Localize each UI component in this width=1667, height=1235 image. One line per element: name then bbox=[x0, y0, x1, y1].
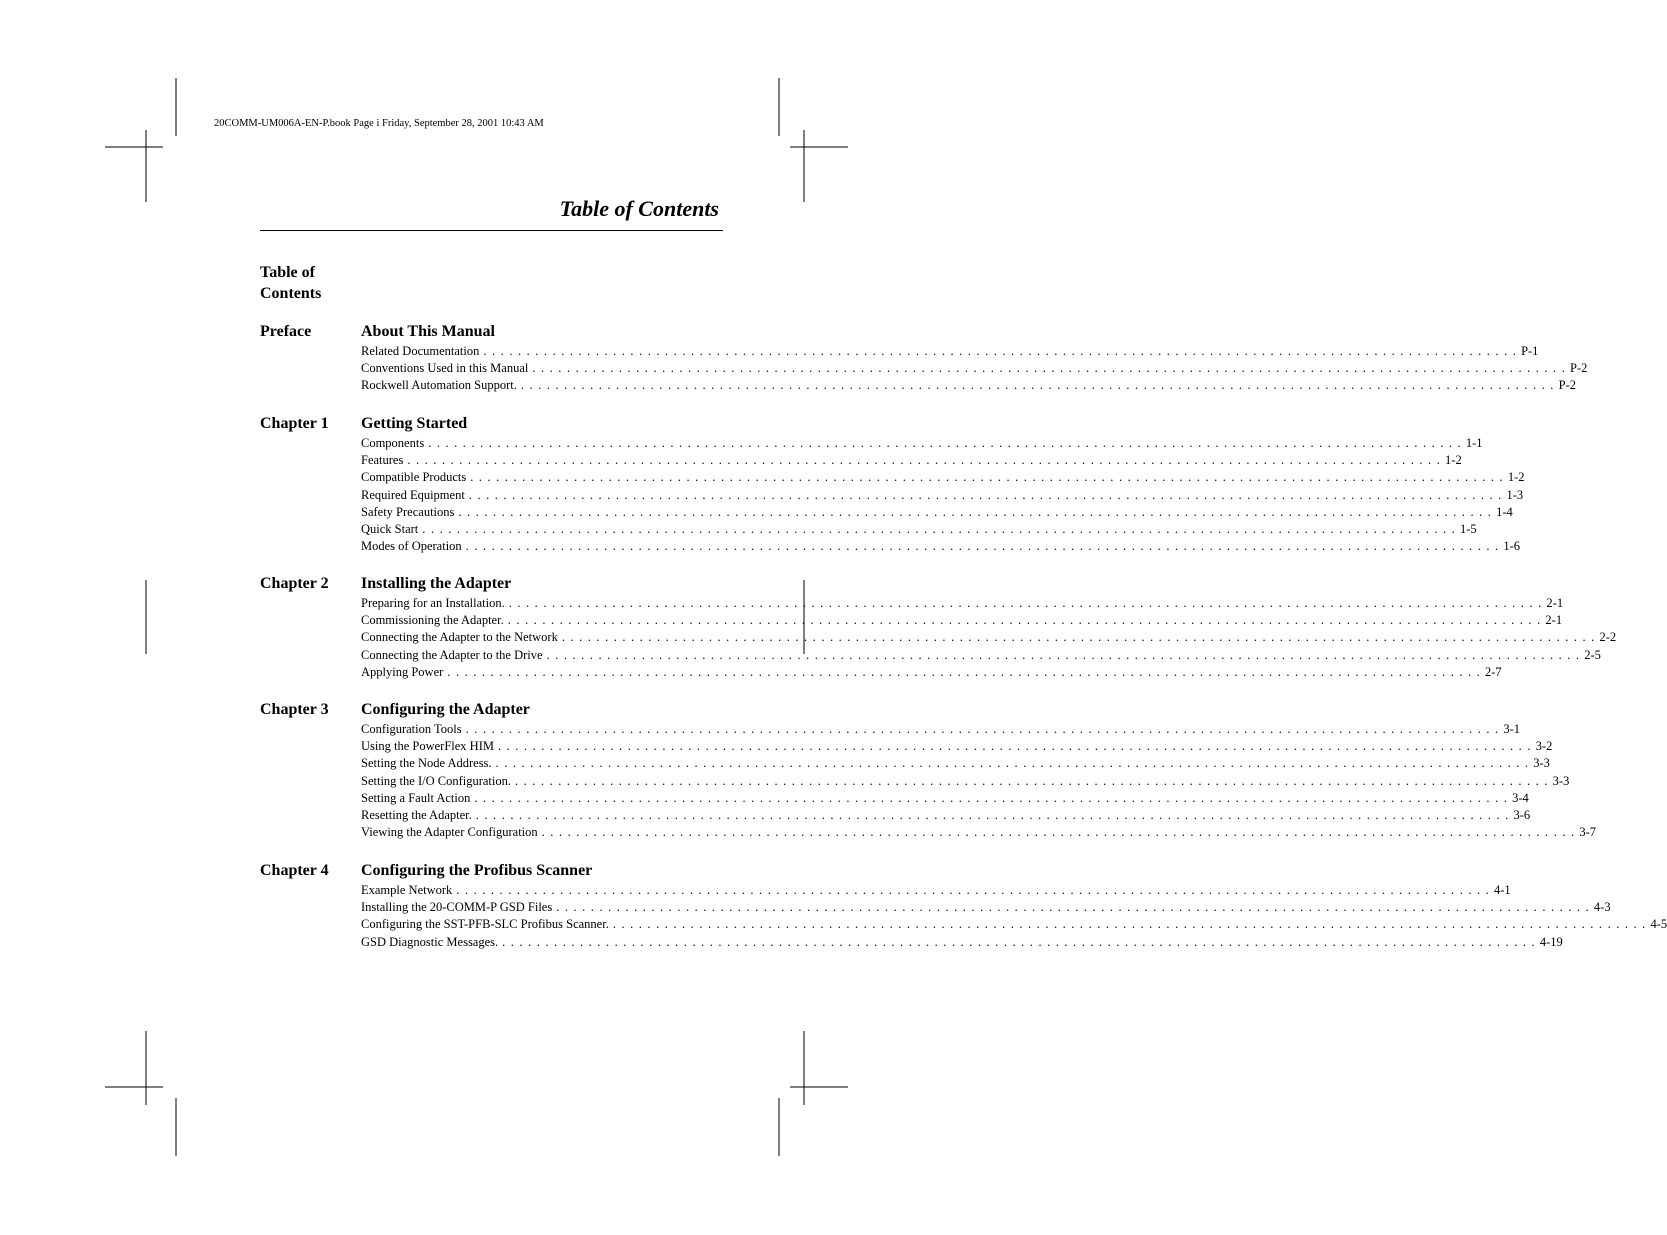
entry-text: Features bbox=[361, 453, 404, 468]
entry-text: Example Network bbox=[361, 883, 453, 897]
entry-page: 1-3 bbox=[1506, 487, 1524, 502]
section-label: Chapter 4 bbox=[260, 862, 329, 879]
toc-entry[interactable] bbox=[361, 807, 1531, 825]
dot-leader: . . . . . . . . . . . . . . . . . . . . . . . . . . . . . . . . . . . . . . . . . . . . . . . . . . . . . . . . . . . . . . . . . . . . . . . . . . . . . . . . . . . . . . . . . . . . . . . . . . . . . . . . . . . . . . . . . . . . . . . . bbox=[407, 453, 1442, 468]
toc-entry[interactable] bbox=[361, 664, 1502, 682]
entry-text: Configuration Tools bbox=[361, 722, 462, 736]
dot-leader: . . . . . . . . . . . . . . . . . . . . . . . . . . . . . . . . . . . . . . . . . . . . . . . . . . . . . . . . . . . . . . . . . . . . . . . . . . . . . . . . . . . . . . . . . . . . . . . . . . . . . . . . . . . . . . . . . . . . . . . . bbox=[422, 521, 1456, 536]
entry-page: P-1 bbox=[1521, 344, 1539, 358]
entry-page: 1-2 bbox=[1445, 453, 1462, 468]
dot-leader: . . . . . . . . . . . . . . . . . . . . . . . . . . . . . . . . . . . . . . . . . . . . . . . . . . . . . . . . . . . . . . . . . . . . . . . . . . . . . . . . . . . . . . . . . . . . . . . . . . . . . . . . . . . . . . . . . . . . . . . . bbox=[456, 883, 1490, 897]
entry-text: Setting the I/O Configuration. bbox=[361, 773, 511, 788]
toc-entry[interactable] bbox=[361, 521, 1477, 539]
section-entries bbox=[361, 344, 1588, 396]
toc-entry[interactable] bbox=[361, 739, 1553, 756]
dot-leader: . . . . . . . . . . . . . . . . . . . . . . . . . . . . . . . . . . . . . . . . . . . . . . . . . . . . . . . . . . . . . . . . . . . . . . . . . . . . . . . . . . . . . . . . . . . . . . . . . . . . . . . . . . . . . . . . . . . . . . . . bbox=[428, 436, 1462, 450]
toc-entry[interactable] bbox=[361, 487, 1524, 505]
entry-page: P-2 bbox=[1570, 361, 1588, 376]
entry-page: 2-1 bbox=[1546, 596, 1564, 610]
entry-page: 1-4 bbox=[1496, 504, 1513, 519]
entry-text: Preparing for an Installation. bbox=[361, 596, 505, 610]
dot-leader: . . . . . . . . . . . . . . . . . . . . . . . . . . . . . . . . . . . . . . . . . . . . . . . . . . . . . . . . . . . . . . . . . . . . . . . . . . . . . . . . . . . . . . . . . . . . . . . . . . . . . . . . . . . . . . . . . . . . . . . . bbox=[458, 504, 1493, 519]
dot-leader: . . . . . . . . . . . . . . . . . . . . . . . . . . . . . . . . . . . . . . . . . . . . . . . . . . . . . . . . . . . . . . . . . . . . . . . . . . . . . . . . . . . . . . . . . . . . . . . . . . . . . . . . . . . . . . . . . . . . . . . . bbox=[465, 539, 1500, 554]
toc-heading-line2: Contents bbox=[260, 285, 322, 302]
entry-page: 4-5 bbox=[1650, 917, 1667, 932]
page-title: Table of Contents bbox=[559, 196, 719, 221]
dot-leader: . . . . . . . . . . . . . . . . . . . . . . . . . . . . . . . . . . . . . . . . . . . . . . . . . . . . . . . . . . . . . . . . . . . . . . . . . . . . . . . . . . . . . . . . . . . . . . . . . . . . . . . . . . . . . . . . . . . . . . . . bbox=[502, 934, 1536, 949]
dot-leader: . . . . . . . . . . . . . . . . . . . . . . . . . . . . . . . . . . . . . . . . . . . . . . . . . . . . . . . . . . . . . . . . . . . . . . . . . . . . . . . . . . . . . . . . . . . . . . . . . . . . . . . . . . . . . . . . . . . . . . . . bbox=[561, 630, 1596, 645]
dot-leader: . . . . . . . . . . . . . . . . . . . . . . . . . . . . . . . . . . . . . . . . . . . . . . . . . . . . . . . . . . . . . . . . . . . . . . . . . . . . . . . . . . . . . . . . . . . . . . . . . . . . . . . . . . . . . . . . . . . . . . . . bbox=[474, 790, 1509, 805]
title-rule bbox=[260, 230, 723, 231]
dot-leader: . . . . . . . . . . . . . . . . . . . . . . . . . . . . . . . . . . . . . . . . . . . . . . . . . . . . . . . . . . . . . . . . . . . . . . . . . . . . . . . . . . . . . . . . . . . . . . . . . . . . . . . . . . . . . . . . . . . . . . . . bbox=[470, 470, 1504, 485]
entry-page: 1-5 bbox=[1459, 521, 1477, 536]
section-label: Chapter 3 bbox=[260, 701, 329, 718]
dot-leader: . . . . . . . . . . . . . . . . . . . . . . . . . . . . . . . . . . . . . . . . . . . . . . . . . . . . . . . . . . . . . . . . . . . . . . . . . . . . . . . . . . . . . . . . . . . . . . . . . . . . . . . . . . . . . . . . . . . . . . . . bbox=[541, 825, 1576, 840]
section-title[interactable]: Configuring the Adapter bbox=[361, 701, 530, 718]
toc-entry[interactable] bbox=[361, 344, 1539, 361]
toc-entry[interactable] bbox=[361, 883, 1511, 900]
entry-page: 3-4 bbox=[1512, 790, 1529, 805]
toc-entry[interactable] bbox=[361, 470, 1525, 487]
toc-entry[interactable] bbox=[361, 756, 1550, 773]
entry-text: Setting the Node Address. bbox=[361, 756, 492, 771]
section-title[interactable]: Installing the Adapter bbox=[361, 575, 512, 592]
section-label: Preface bbox=[260, 323, 312, 340]
toc-entry[interactable] bbox=[361, 934, 1563, 952]
toc-entry[interactable] bbox=[361, 378, 1576, 395]
toc-entry[interactable] bbox=[361, 722, 1520, 739]
entry-text: Modes of Operation bbox=[361, 539, 462, 554]
entry-page: 4-3 bbox=[1593, 900, 1611, 915]
entry-text: Applying Power bbox=[361, 664, 444, 679]
entry-page: 2-5 bbox=[1584, 647, 1601, 662]
entry-page: 2-1 bbox=[1545, 613, 1563, 628]
section-title[interactable]: Getting Started bbox=[361, 415, 468, 432]
entry-page: 1-2 bbox=[1507, 470, 1525, 485]
entry-text: Related Documentation bbox=[361, 344, 480, 358]
section-label: Chapter 2 bbox=[260, 575, 329, 592]
entry-text: Conventions Used in this Manual bbox=[361, 361, 529, 376]
toc-entry[interactable] bbox=[361, 453, 1462, 470]
toc-entry[interactable] bbox=[361, 613, 1563, 630]
section-entries bbox=[361, 883, 1667, 952]
entry-page: 4-1 bbox=[1493, 883, 1511, 897]
print-slug: 20COMM-UM006A-EN-P.book Page i Friday, September 28, 2001 10:43 AM bbox=[214, 118, 544, 129]
dot-leader: . . . . . . . . . . . . . . . . . . . . . . . . . . . . . . . . . . . . . . . . . . . . . . . . . . . . . . . . . . . . . . . . . . . . . . . . . . . . . . . . . . . . . . . . . . . . . . . . . . . . . . . . . . . . . . . . . . . . . . . . bbox=[468, 487, 1503, 502]
dot-leader: . . . . . . . . . . . . . . . . . . . . . . . . . . . . . . . . . . . . . . . . . . . . . . . . . . . . . . . . . . . . . . . . . . . . . . . . . . . . . . . . . . . . . . . . . . . . . . . . . . . . . . . . . . . . . . . . . . . . . . . . bbox=[447, 664, 1481, 679]
toc-entry[interactable] bbox=[361, 900, 1611, 917]
entry-text: Using the PowerFlex HIM bbox=[361, 739, 494, 754]
section-entries bbox=[361, 436, 1525, 556]
dot-leader: . . . . . . . . . . . . . . . . . . . . . . . . . . . . . . . . . . . . . . . . . . . . . . . . . . . . . . . . . . . . . . . . . . . . . . . . . . . . . . . . . . . . . . . . . . . . . . . . . . . . . . . . . . . . . . . . . . . . . . . . bbox=[507, 613, 1542, 628]
entry-page: 3-2 bbox=[1535, 739, 1553, 754]
toc-heading bbox=[260, 262, 321, 304]
dot-leader: . . . . . . . . . . . . . . . . . . . . . . . . . . . . . . . . . . . . . . . . . . . . . . . . . . . . . . . . . . . . . . . . . . . . . . . . . . . . . . . . . . . . . . . . . . . . . . . . . . . . . . . . . . . . . . . . . . . . . . . . bbox=[497, 739, 1532, 754]
dot-leader: . . . . . . . . . . . . . . . . . . . . . . . . . . . . . . . . . . . . . . . . . . . . . . . . . . . . . . . . . . . . . . . . . . . . . . . . . . . . . . . . . . . . . . . . . . . . . . . . . . . . . . . . . . . . . . . . . . . . . . . . bbox=[483, 344, 1518, 358]
entry-page: 2-2 bbox=[1599, 630, 1617, 645]
dot-leader: . . . . . . . . . . . . . . . . . . . . . . . . . . . . . . . . . . . . . . . . . . . . . . . . . . . . . . . . . . . . . . . . . . . . . . . . . . . . . . . . . . . . . . . . . . . . . . . . . . . . . . . . . . . . . . . . . . . . . . . . bbox=[556, 900, 1590, 915]
entry-text: Compatible Products bbox=[361, 470, 467, 485]
entry-text: Quick Start bbox=[361, 521, 419, 536]
entry-text: Viewing the Adapter Configuration bbox=[361, 825, 538, 840]
section-entries bbox=[361, 596, 1617, 682]
toc-entry[interactable] bbox=[361, 596, 1564, 613]
toc-entry[interactable] bbox=[361, 647, 1601, 665]
entry-page: 4-19 bbox=[1539, 934, 1563, 949]
dot-leader: . . . . . . . . . . . . . . . . . . . . . . . . . . . . . . . . . . . . . . . . . . . . . . . . . . . . . . . . . . . . . . . . . . . . . . . . . . . . . . . . . . . . . . . . . . . . . . . . . . . . . . . . . . . . . . . . . . . . . . . . bbox=[546, 647, 1581, 662]
entry-text: Connecting the Adapter to the Network bbox=[361, 630, 558, 645]
entry-text: Configuring the SST-PFB-SLC Profibus Scanner. bbox=[361, 917, 609, 932]
dot-leader: . . . . . . . . . . . . . . . . . . . . . . . . . . . . . . . . . . . . . . . . . . . . . . . . . . . . . . . . . . . . . . . . . . . . . . . . . . . . . . . . . . . . . . . . . . . . . . . . . . . . . . . . . . . . . . . . . . . . . . . . bbox=[465, 722, 1500, 736]
entry-page: 3-3 bbox=[1552, 773, 1570, 788]
section-title[interactable]: About This Manual bbox=[361, 323, 495, 340]
toc-entry[interactable] bbox=[361, 917, 1667, 934]
dot-leader: . . . . . . . . . . . . . . . . . . . . . . . . . . . . . . . . . . . . . . . . . . . . . . . . . . . . . . . . . . . . . . . . . . . . . . . . . . . . . . . . . . . . . . . . . . . . . . . . . . . . . . . . . . . . . . . . . . . . . . . . bbox=[532, 361, 1567, 376]
section-entries bbox=[361, 722, 1597, 842]
entry-page: 3-1 bbox=[1503, 722, 1520, 736]
entry-text: Required Equipment bbox=[361, 487, 465, 502]
dot-leader: . . . . . . . . . . . . . . . . . . . . . . . . . . . . . . . . . . . . . . . . . . . . . . . . . . . . . . . . . . . . . . . . . . . . . . . . . . . . . . . . . . . . . . . . . . . . . . . . . . . . . . . . . . . . . . . . . . . . . . . . bbox=[520, 378, 1555, 393]
entry-text: Installing the 20-COMM-P GSD Files bbox=[361, 900, 553, 915]
toc-entry[interactable] bbox=[361, 539, 1521, 556]
entry-text: Rockwell Automation Support. bbox=[361, 378, 517, 393]
toc-entry[interactable] bbox=[361, 825, 1597, 842]
entry-text: Commissioning the Adapter. bbox=[361, 613, 504, 628]
toc-entry[interactable] bbox=[361, 504, 1513, 522]
entry-page: 2-7 bbox=[1484, 664, 1502, 679]
toc-entry[interactable] bbox=[361, 630, 1617, 647]
entry-page: 3-7 bbox=[1579, 825, 1597, 840]
toc-entry[interactable] bbox=[361, 436, 1483, 453]
dot-leader: . . . . . . . . . . . . . . . . . . . . . . . . . . . . . . . . . . . . . . . . . . . . . . . . . . . . . . . . . . . . . . . . . . . . . . . . . . . . . . . . . . . . . . . . . . . . . . . . . . . . . . . . . . . . . . . . . . . . . . . . bbox=[495, 756, 1530, 771]
entry-text: Setting a Fault Action bbox=[361, 790, 471, 805]
entry-text: Resetting the Adapter. bbox=[361, 807, 472, 822]
entry-text: GSD Diagnostic Messages. bbox=[361, 934, 499, 949]
section-title[interactable]: Configuring the Profibus Scanner bbox=[361, 862, 593, 879]
dot-leader: . . . . . . . . . . . . . . . . . . . . . . . . . . . . . . . . . . . . . . . . . . . . . . . . . . . . . . . . . . . . . . . . . . . . . . . . . . . . . . . . . . . . . . . . . . . . . . . . . . . . . . . . . . . . . . . . . . . . . . . . bbox=[508, 596, 1543, 610]
dot-leader: . . . . . . . . . . . . . . . . . . . . . . . . . . . . . . . . . . . . . . . . . . . . . . . . . . . . . . . . . . . . . . . . . . . . . . . . . . . . . . . . . . . . . . . . . . . . . . . . . . . . . . . . . . . . . . . . . . . . . . . . bbox=[514, 773, 1549, 788]
dot-leader: . . . . . . . . . . . . . . . . . . . . . . . . . . . . . . . . . . . . . . . . . . . . . . . . . . . . . . . . . . . . . . . . . . . . . . . . . . . . . . . . . . . . . . . . . . . . . . . . . . . . . . . . . . . . . . . . . . . . . . . . bbox=[612, 917, 1647, 932]
toc-entry[interactable] bbox=[361, 773, 1570, 791]
entry-text: Components bbox=[361, 436, 425, 450]
dot-leader: . . . . . . . . . . . . . . . . . . . . . . . . . . . . . . . . . . . . . . . . . . . . . . . . . . . . . . . . . . . . . . . . . . . . . . . . . . . . . . . . . . . . . . . . . . . . . . . . . . . . . . . . . . . . . . . . . . . . . . . . bbox=[475, 807, 1510, 822]
entry-page: 1-1 bbox=[1465, 436, 1483, 450]
entry-text: Connecting the Adapter to the Drive bbox=[361, 647, 543, 662]
toc-entry[interactable] bbox=[361, 790, 1529, 808]
entry-page: 3-6 bbox=[1513, 807, 1531, 822]
section-label: Chapter 1 bbox=[260, 415, 329, 432]
entry-page: P-2 bbox=[1558, 378, 1576, 393]
entry-text: Safety Precautions bbox=[361, 504, 455, 519]
entry-page: 3-3 bbox=[1533, 756, 1550, 771]
toc-heading-line1: Table of bbox=[260, 264, 315, 281]
entry-page: 1-6 bbox=[1503, 539, 1521, 554]
toc-entry[interactable] bbox=[361, 361, 1588, 378]
